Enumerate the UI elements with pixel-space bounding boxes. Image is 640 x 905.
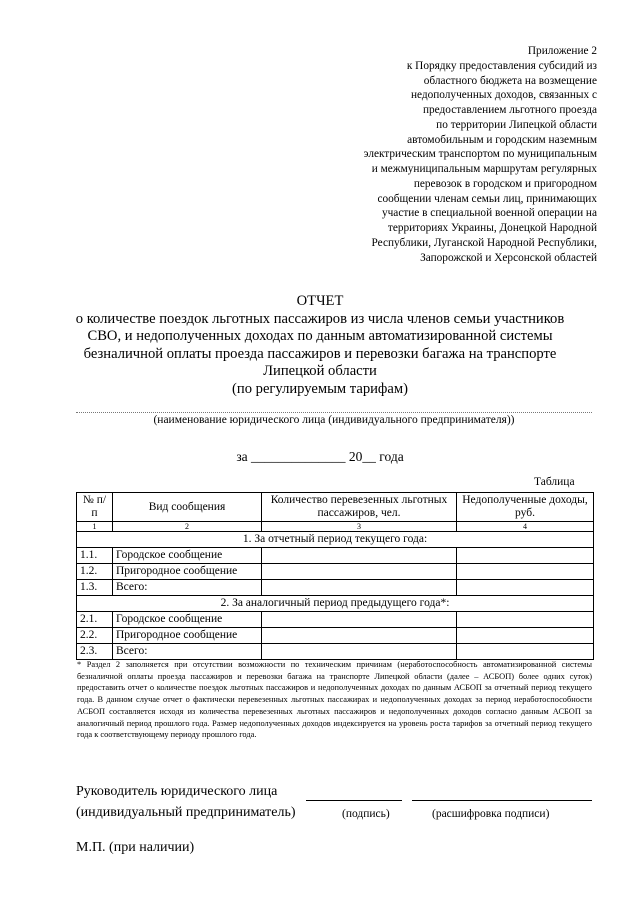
stamp-note: М.П. (при наличии) (76, 840, 195, 855)
title-line: безналичной оплаты проезда пассажиров и перевозки багажа на транспорте (83, 345, 557, 362)
row-number: 1.1. (77, 548, 113, 564)
appendix-line: недополученных доходов, связанных с (410, 89, 597, 102)
header-cell-income: Недополученные доходы, руб. (457, 493, 594, 522)
appendix-line: перевозок в городском и пригородном (413, 177, 597, 190)
appendix-line: участие в специальной военной операции на (381, 207, 597, 220)
period-line: за ______________ 20__ года (236, 449, 404, 464)
row-passengers[interactable] (262, 548, 457, 564)
row-income[interactable] (457, 628, 594, 644)
row-passengers[interactable] (262, 612, 457, 628)
table-row (77, 644, 594, 660)
signature-decoding-caption: (расшифровка подписи) (432, 808, 550, 820)
appendix-line: предоставлением льготного проезда (422, 104, 597, 116)
row-passengers[interactable] (262, 564, 457, 580)
appendix-line: к Порядку предоставления субсидий из (406, 59, 597, 72)
table-row (77, 564, 594, 580)
signature-decoding-blank (412, 800, 592, 801)
appendix-header (250, 44, 597, 265)
row-route-type: Пригородное сообщение (113, 564, 262, 580)
table-row (77, 612, 594, 628)
column-number: 4 (457, 522, 594, 532)
row-route-type: Городское сообщение (113, 548, 262, 564)
appendix-line: территориях Украины, Донецкой Народной (387, 222, 597, 234)
signature-role-line1: Руководитель юридического лица (76, 784, 278, 799)
row-passengers[interactable] (262, 628, 457, 644)
table-header-row (77, 493, 594, 522)
section-title: 2. За аналогичный период предыдущего года*: (77, 596, 594, 612)
row-route-type: Всего: (113, 580, 262, 596)
column-number: 3 (262, 522, 457, 532)
table-row (77, 548, 594, 564)
row-income[interactable] (457, 548, 594, 564)
title-line: (по регулируемым тарифам) (232, 380, 408, 397)
header-cell-number: № п/п (77, 493, 113, 522)
header-cell-route-type: Вид сообщения (113, 493, 262, 522)
row-income[interactable] (457, 564, 594, 580)
row-income[interactable] (457, 644, 594, 660)
row-passengers[interactable] (262, 580, 457, 596)
appendix-line: сообщении членам семьи лиц, принимающих (377, 192, 597, 205)
signature-role-line2: (индивидуальный предприниматель) (76, 805, 296, 820)
appendix-line: по территории Липецкой области (436, 118, 597, 131)
header-cell-passengers: Количество перевезенных льготных пассажиров, чел. (262, 493, 457, 522)
row-number: 2.1. (77, 612, 113, 628)
appendix-line: электрическим транспортом по муниципальным (363, 148, 597, 161)
row-route-type: Пригородное сообщение (113, 628, 262, 644)
table-row (77, 580, 594, 596)
row-income[interactable] (457, 580, 594, 596)
report-title (50, 293, 590, 399)
column-number-row (77, 522, 594, 532)
row-number: 1.3. (77, 580, 113, 596)
appendix-line: Республики, Луганской Народной Республики, (371, 236, 597, 249)
appendix-line: автомобильным и городским наземным (407, 133, 597, 146)
title-line: ОТЧЕТ (296, 293, 344, 309)
appendix-line: областного бюджета на возмещение (423, 74, 597, 87)
signature-blank (306, 800, 402, 801)
row-route-type: Городское сообщение (113, 612, 262, 628)
signature-caption: (подпись) (342, 808, 390, 820)
column-number: 2 (113, 522, 262, 532)
row-number: 1.2. (77, 564, 113, 580)
entity-caption: (наименование юридического лица (индивидуального предпринимателя)) (153, 414, 515, 426)
row-income[interactable] (457, 612, 594, 628)
section-row (77, 596, 594, 612)
row-passengers[interactable] (262, 644, 457, 660)
footnote: * Раздел 2 заполняется при отсутствии возможности по техническим причинам (неработоспособность автоматизированной системы безналичной оплаты проезда пассажиров и перевозки багажа на транспорте Липецкой области (далее – АСБОП) более одних суток) предоставить отчет о количестве поездок льготных пассажиров и недополученных доходах по данным АСБОП за отчетный период текущего года. В данном случае отчет о фактически перевезенных льготных пассажирах и недополученных доходах за период неработоспособности АСБОП составляется исходя из количества перевезенных льготных пассажиров и недополученных доходов согласно данным АСБОП за аналогичный период прошлого года. Размер недополученных доходов индексируется на уровень роста тарифов за отчетный период текущего года к соответствующему периоду прошлого года. (77, 660, 592, 740)
section-title: 1. За отчетный период текущего года: (77, 532, 594, 548)
title-line: СВО, и недополученных доходах по данным автоматизированной системы (87, 328, 553, 345)
section-row (77, 532, 594, 548)
report-table (76, 492, 594, 660)
table-label: Таблица (534, 476, 575, 488)
appendix-line: Приложение 2 (527, 45, 597, 57)
entity-name-line (76, 412, 592, 413)
row-route-type: Всего: (113, 644, 262, 660)
appendix-line: Запорожской и Херсонской областей (420, 251, 597, 264)
appendix-line: и межмуниципальным маршрутам регулярных (371, 163, 597, 175)
table-row (77, 628, 594, 644)
title-line: Липецкой области (263, 363, 377, 380)
title-line: о количестве поездок льготных пассажиров из числа членов семьи участников (75, 310, 565, 327)
row-number: 2.2. (77, 628, 113, 644)
row-number: 2.3. (77, 644, 113, 660)
column-number: 1 (77, 522, 113, 532)
